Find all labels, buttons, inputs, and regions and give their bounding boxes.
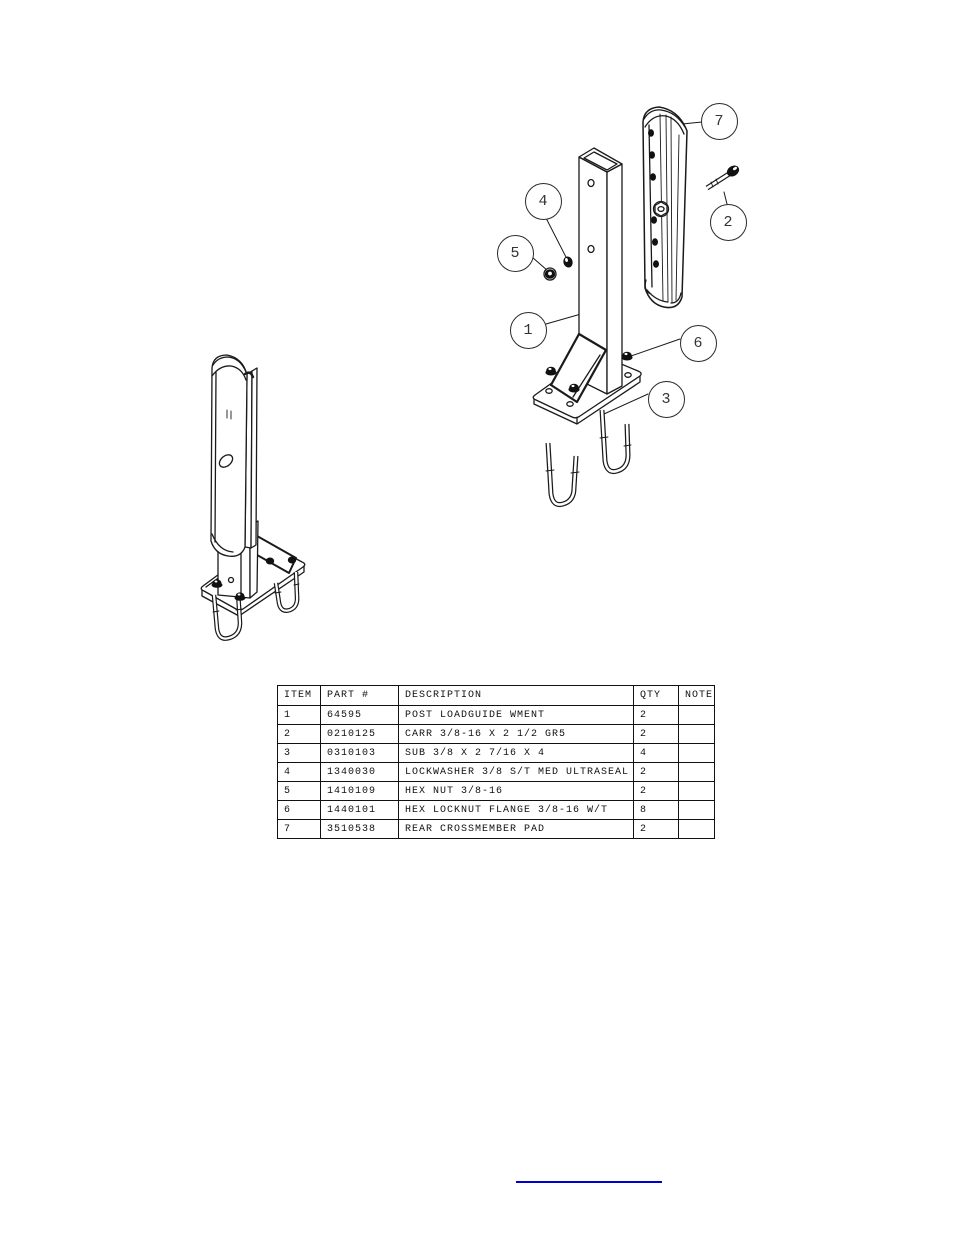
callout-label: 4 <box>538 192 548 210</box>
item-cell: 2 <box>278 725 321 744</box>
callout-label: 5 <box>510 244 520 262</box>
description-cell: HEX NUT 3/8-16 <box>399 782 634 801</box>
part-cell: 1440101 <box>321 801 399 820</box>
part-cell: 0210125 <box>321 725 399 744</box>
item-cell: 3 <box>278 744 321 763</box>
item-cell: 1 <box>278 706 321 725</box>
item-cell: 6 <box>278 801 321 820</box>
table-row <box>278 706 715 725</box>
part-cell: 0310103 <box>321 744 399 763</box>
part-cell: 1410109 <box>321 782 399 801</box>
callout-label: 7 <box>714 112 724 130</box>
description-cell: HEX LOCKNUT FLANGE 3/8-16 W/T <box>399 801 634 820</box>
item-cell: 7 <box>278 820 321 839</box>
qty-cell: 2 <box>634 820 679 839</box>
assembled-view-drawing <box>190 345 320 655</box>
qty-cell: 2 <box>634 706 679 725</box>
qty-cell: 4 <box>634 744 679 763</box>
callout-label: 3 <box>661 390 671 408</box>
col-header-note: NOTE <box>679 686 715 706</box>
col-header-description: DESCRIPTION <box>399 686 634 706</box>
hex-nut-part <box>544 255 574 280</box>
qty-cell: 2 <box>634 782 679 801</box>
description-cell: LOCKWASHER 3/8 S/T MED ULTRASEAL <box>399 763 634 782</box>
callout-1 <box>510 312 547 349</box>
callout-label: 2 <box>723 213 733 231</box>
callout-7 <box>701 103 738 140</box>
description-cell: SUB 3/8 X 2 7/16 X 4 <box>399 744 634 763</box>
col-header-qty: QTY <box>634 686 679 706</box>
note-cell <box>679 763 715 782</box>
table-row <box>278 801 715 820</box>
col-header-part: PART # <box>321 686 399 706</box>
u-bolt-part <box>546 410 631 505</box>
part-cell: 1340030 <box>321 763 399 782</box>
qty-cell: 2 <box>634 725 679 744</box>
crossmember-pad-part <box>643 107 687 308</box>
qty-cell: 2 <box>634 763 679 782</box>
callout-5 <box>497 235 534 272</box>
parts-table-header-row <box>278 686 715 706</box>
table-row <box>278 782 715 801</box>
crossmember-pad-part <box>211 355 257 556</box>
parts-table <box>277 685 715 839</box>
callout-4 <box>525 183 562 220</box>
table-row <box>278 744 715 763</box>
table-row <box>278 820 715 839</box>
note-cell <box>679 801 715 820</box>
description-cell: REAR CROSSMEMBER PAD <box>399 820 634 839</box>
note-cell <box>679 706 715 725</box>
callout-2 <box>710 204 747 241</box>
callout-3 <box>648 381 685 418</box>
note-cell <box>679 782 715 801</box>
description-cell: POST LOADGUIDE WMENT <box>399 706 634 725</box>
note-cell <box>679 744 715 763</box>
part-cell: 64595 <box>321 706 399 725</box>
note-cell <box>679 820 715 839</box>
part-cell: 3510538 <box>321 820 399 839</box>
description-cell: CARR 3/8-16 X 2 1/2 GR5 <box>399 725 634 744</box>
note-cell <box>679 725 715 744</box>
callout-6 <box>680 325 717 362</box>
item-cell: 4 <box>278 763 321 782</box>
table-row <box>278 763 715 782</box>
exploded-view-drawing <box>480 80 760 520</box>
carriage-bolt-part <box>707 163 741 188</box>
col-header-item: ITEM <box>278 686 321 706</box>
callout-label: 6 <box>693 334 703 352</box>
item-cell: 5 <box>278 782 321 801</box>
callout-label: 1 <box>523 321 533 339</box>
qty-cell: 8 <box>634 801 679 820</box>
footer-link[interactable] <box>516 1181 662 1183</box>
table-row <box>278 725 715 744</box>
